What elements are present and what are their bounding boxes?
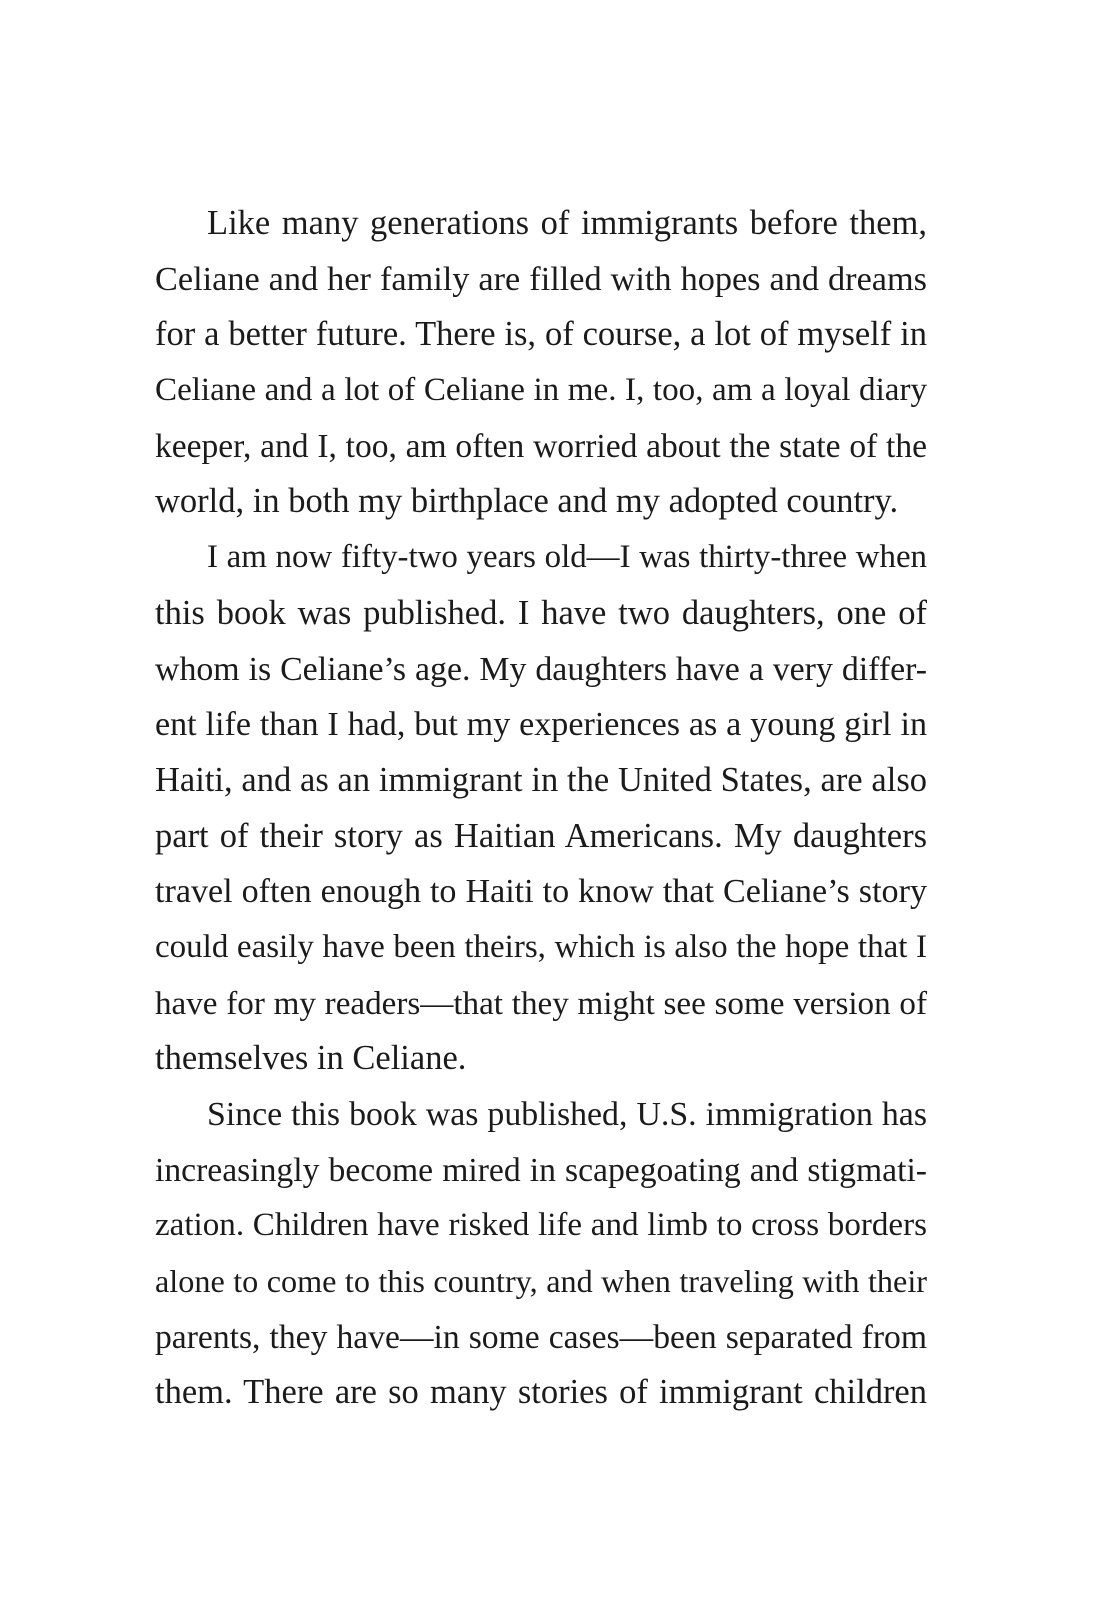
paragraph-3 <box>155 1087 927 1421</box>
paragraph-2 <box>155 530 927 1087</box>
text-line: part of their story as Haitian Americans. My daughters <box>155 816 927 855</box>
text-line: Haiti, and as an immigrant in the United States, are also <box>155 760 927 799</box>
text-line: travel often enough to Haiti to know that Celiane’s story <box>155 873 927 911</box>
text-line: themselves in Celiane. <box>155 1039 467 1078</box>
text-line: keeper, and I, too, am often worried about the state of the <box>155 427 927 465</box>
text-line: I am now fifty-two years old—I was thirty-three when <box>207 539 927 576</box>
text-line: for a better future. There is, of course, a lot of myself in <box>155 315 927 354</box>
text-line: Celiane and a lot of Celiane in me. I, too, am a loyal diary <box>155 372 927 409</box>
text-line: could easily have been theirs, which is also the hope that I <box>155 928 927 965</box>
text-line: Since this book was published, U.S. immigration has <box>207 1096 927 1133</box>
text-line: them. There are so many stories of immigrant children <box>155 1373 927 1412</box>
paragraph-1 <box>155 196 927 530</box>
text-line: alone to come to this country, and when traveling with their <box>155 1263 927 1300</box>
text-line: this book was published. I have two daughters, one of <box>155 593 927 632</box>
text-line: Celiane and her family are filled with hopes and dreams <box>155 259 927 298</box>
text-line: ent life than I had, but my experiences as a young girl in <box>155 706 927 744</box>
text-line: increasingly become mired in scapegoating and stigmati- <box>155 1151 927 1189</box>
text-line: have for my readers—that they might see some version of <box>155 984 927 1022</box>
text-line: zation. Children have risked life and limb to cross borders <box>155 1207 927 1244</box>
text-line: whom is Celiane’s age. My daughters have a very differ- <box>155 650 927 688</box>
text-line: Like many generations of immigrants before them, <box>207 204 927 242</box>
text-line: world, in both my birthplace and my adopted country. <box>155 482 899 521</box>
text-line: parents, they have—in some cases—been separated from <box>155 1318 927 1356</box>
body-text <box>155 196 927 1421</box>
